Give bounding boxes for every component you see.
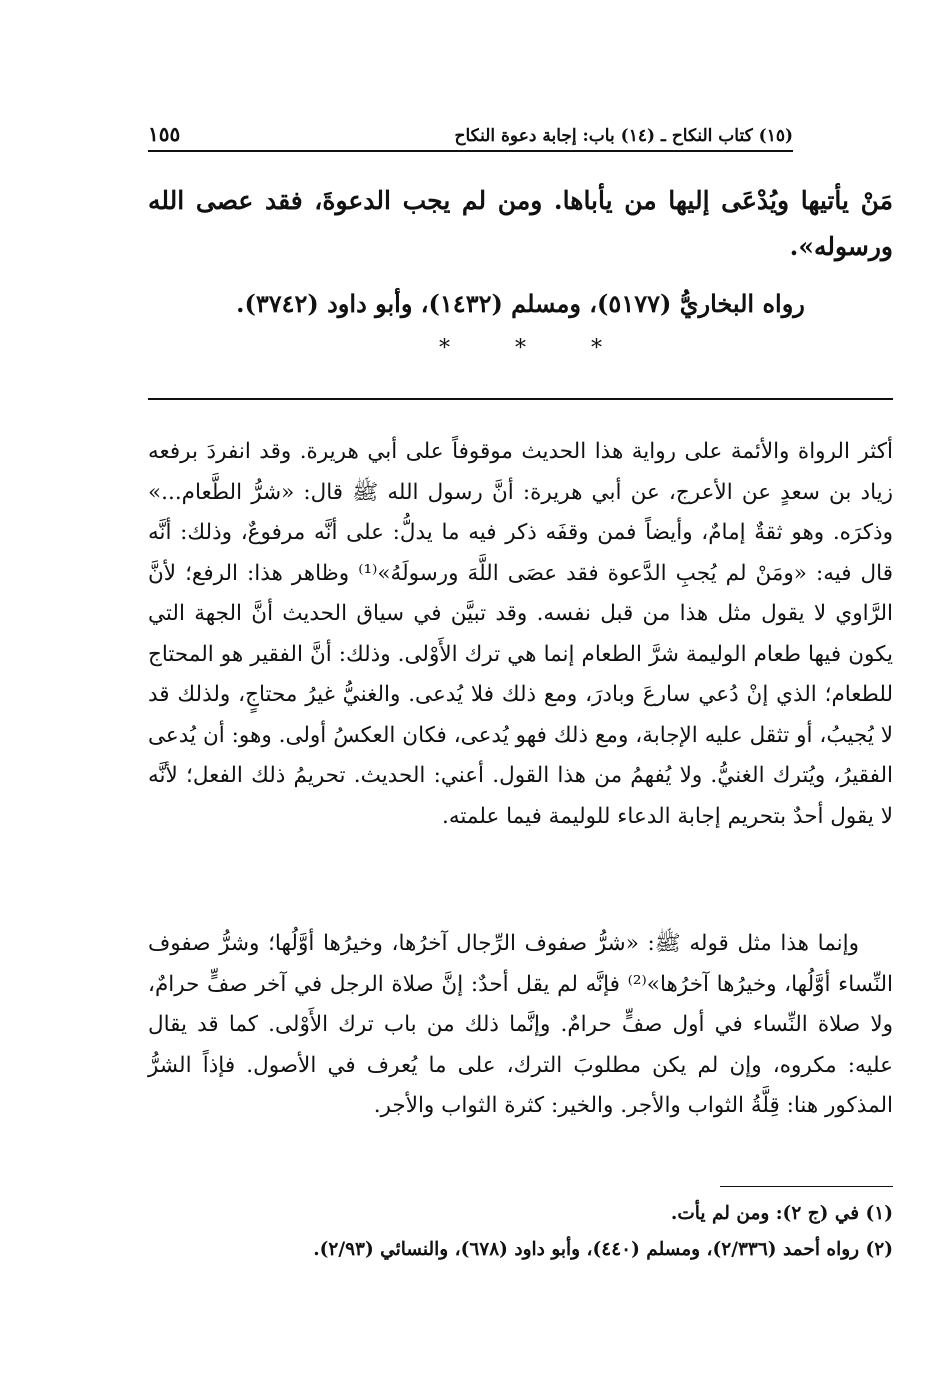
commentary-paragraph-1: أكثر الرواة والأئمة على رواية هذا الحديث موقوفاً على أبي هريرة. وقد انفردَ برفعه زياد بن سعدٍ عن الأعرج، عن أبي هريرة: أنَّ رسول الله ﷺ قال: «شرُّ الطَّعام...» وذكرَه. وهو ثقةٌ إمامٌ، وأيضاً فمن وقفَه ذكر فيه ما يدلُّ: على أنَّه مرفوعٌ، وذلك: أنَّه قال فيه: «ومَنْ لم يُجبِ الدَّعوة فقد عصَى اللَّهَ ورسولَهُ»⁽¹⁾ وظاهر هذا: الرفع؛ لأنَّ الرَّاوي لا يقول مثل هذا من قبل نفسه. وقد تبيَّن في سياق الحديث أنَّ الجهة التي يكون فيها طعام الوليمة شرَّ الطعام إنما هي ترك الأَوْلى. وذلك: أنَّ الفقير هو المحتاج للطعام؛ الذي إنْ دُعي سارعَ وبادرَ، ومع ذلك فلا يُدعى. والغنيُّ غيرُ محتاجٍ، ولذلك قد لا يُجيبُ، أو تثقل عليه الإجابة، ومع ذلك فهو يُدعى، فكان العكسُ أولى. وهو: أن يُدعى الفقيرُ، ويُترك الغنيُّ. ولا يُفهمُ من هذا القول. أعني: الحديث. تحريمُ ذلك الفعل؛ لأنَّه لا يقول أحدٌ بتحريم إجابة الدعاء للوليمة فيما علمته. xyxy=(148,439,894,829)
hadith-ending: مَنْ يأتيها ويُدْعَى إليها من يأباها. ومن لم يجب الدعوةَ، فقد عصى الله ورسوله». xyxy=(148,186,893,261)
section-divider xyxy=(148,398,893,400)
commentary-paragraph-2: وإنما هذا مثل قوله ﷺ: «شرُّ صفوف الرِّجال آخرُها، وخيرُها أوَّلُها؛ وشرُّ صفوف النِّساء أوَّلُها، وخيرُها آخرُها»⁽²⁾ فإنَّه لم يقل أحدٌ: إنَّ صلاة الرجل في آخر صفٍّ حرامٌ، ولا صلاة النِّساء في أول صفٍّ حرامٌ. وإنَّما ذلك من باب ترك الأَوْلى. كما قد يقال عليه: مكروه، وإن لم يكن مطلوبَ الترك، على ما يُعرف في الأصول. فإذاً الشرُّ المذكور هنا: قِلَّةُ الثواب والأجر. والخير: كثرة الثواب والأجر. xyxy=(148,931,893,1118)
footnote-1: (١) في (ج ٢): ومن لم يأت. xyxy=(670,1203,893,1224)
running-title: (١٥) كتاب النكاح ـ (١٤) باب: إجابة دعوة النكاح xyxy=(454,126,793,146)
footnotes xyxy=(148,1196,893,1268)
hadith-citation: رواه البخاريُّ (٥١٧٧)، ومسلم (١٤٣٢)، وأبو داود (٣٧٤٢). xyxy=(236,289,805,318)
section-ornament: * * * xyxy=(439,336,602,361)
footnote-2: (٢) رواه أحمد (٢/٣٣٦)، ومسلم (٤٤٠)، وأبو داود (٦٧٨)، والنسائي (٢/٩٣). xyxy=(313,1239,893,1260)
page-number: ١٥٥ xyxy=(148,122,181,146)
footnote-divider xyxy=(720,1186,893,1187)
running-header xyxy=(148,112,793,152)
